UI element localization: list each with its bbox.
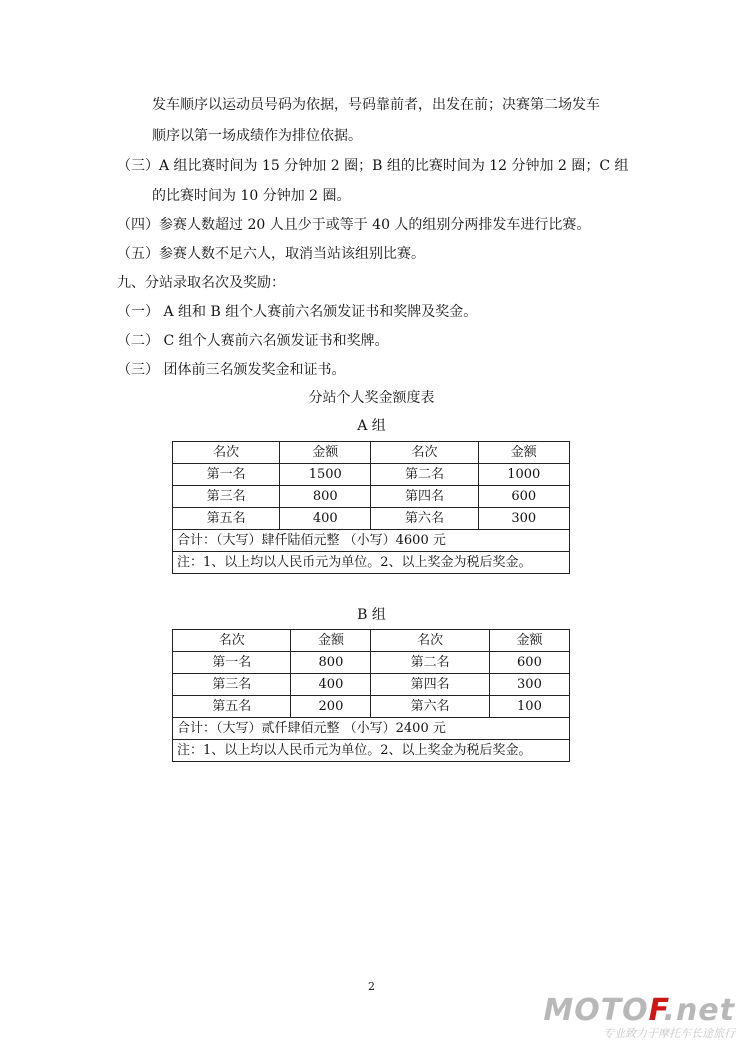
table-cell: 第五名 (173, 696, 291, 718)
table-cell: 1500 (280, 464, 371, 486)
section-heading: 九、分站录取名次及奖励： (117, 275, 285, 291)
paragraph-line: 发车顺序以运动员号码为依据，号码靠前者，出发在前；决赛第二场发车 (152, 97, 600, 113)
total-cell: 合计：（大写）贰仟肆佰元整 （小写）2400 元 (173, 718, 570, 740)
table-cell: 第一名 (173, 652, 291, 674)
watermark-logo-accent: F (648, 993, 664, 1028)
page-number: 2 (368, 980, 375, 993)
table-cell: 第四名 (371, 486, 478, 508)
table-cell: 300 (489, 674, 569, 696)
header-cell: 名次 (371, 442, 478, 464)
table-cell: 第二名 (371, 652, 489, 674)
table-row (173, 652, 570, 674)
table-cell: 600 (478, 486, 569, 508)
paragraph-line: 顺序以第一场成绩作为排位依据。 (152, 128, 362, 144)
watermark-tagline: 专业致力于摩托车长途旅行 (603, 1027, 735, 1040)
table-cell: 600 (489, 652, 569, 674)
table-a-caption: A 组 (357, 418, 386, 434)
table-row (173, 674, 570, 696)
table-cell: 第六名 (371, 508, 478, 530)
watermark (543, 995, 735, 1041)
paragraph-line: （三） 团体前三名颁发奖金和证书。 (117, 362, 346, 378)
paragraph-line: 的比赛时间为 10 分钟加 2 圈。 (152, 188, 351, 204)
table-header-row (173, 630, 570, 652)
header-cell: 金额 (291, 630, 371, 652)
table-cell: 100 (489, 696, 569, 718)
header-cell: 名次 (371, 630, 489, 652)
table-cell: 300 (478, 508, 569, 530)
table-total-row (173, 718, 570, 740)
paragraph-line: （四）参赛人数超过 20 人且少于或等于 40 人的组别分两排发车进行比赛。 (117, 217, 591, 233)
table-note-row (173, 552, 570, 574)
watermark-logo-main: MOTO (543, 993, 649, 1028)
table-cell: 第二名 (371, 464, 478, 486)
table-cell: 第三名 (173, 674, 291, 696)
table-b-caption: B 组 (357, 607, 386, 623)
table-row (173, 486, 570, 508)
table-cell: 800 (280, 486, 371, 508)
table-row (173, 464, 570, 486)
watermark-logo-suffix: .net (663, 993, 735, 1028)
watermark-logo (543, 995, 735, 1027)
table-note-row (173, 740, 570, 762)
paragraph-line: （五）参赛人数不足六人，取消当站该组别比赛。 (117, 246, 425, 262)
table-cell: 400 (291, 674, 371, 696)
table-total-row (173, 530, 570, 552)
table-cell: 第一名 (173, 464, 280, 486)
table-cell: 1000 (478, 464, 569, 486)
total-cell: 合计：（大写）肆仟陆佰元整 （小写）4600 元 (173, 530, 570, 552)
table-cell: 第三名 (173, 486, 280, 508)
table-cell: 400 (280, 508, 371, 530)
table-cell: 800 (291, 652, 371, 674)
table-header-row (173, 442, 570, 464)
prize-table-b (172, 629, 570, 762)
prize-table-a (172, 441, 570, 574)
header-cell: 名次 (173, 442, 280, 464)
header-cell: 金额 (489, 630, 569, 652)
paragraph-line: （一） A 组和 B 组个人赛前六名颁发证书和奖牌及奖金。 (117, 304, 478, 320)
table-row (173, 508, 570, 530)
header-cell: 名次 (173, 630, 291, 652)
paragraph-line: （三）A 组比赛时间为 15 分钟加 2 圈；B 组的比赛时间为 12 分钟加 2 圈；C 组 (117, 158, 629, 174)
note-cell: 注：1、以上均以人民币元为单位。2、以上奖金为税后奖金。 (173, 740, 570, 762)
table-row (173, 696, 570, 718)
table-cell: 第四名 (371, 674, 489, 696)
table-cell: 第五名 (173, 508, 280, 530)
table-title: 分站个人奖金额度表 (308, 390, 435, 406)
header-cell: 金额 (280, 442, 371, 464)
note-cell: 注：1、以上均以人民币元为单位。2、以上奖金为税后奖金。 (173, 552, 570, 574)
header-cell: 金额 (478, 442, 569, 464)
table-cell: 200 (291, 696, 371, 718)
paragraph-line: （二） C 组个人赛前六名颁发证书和奖牌。 (117, 333, 389, 349)
table-cell: 第六名 (371, 696, 489, 718)
